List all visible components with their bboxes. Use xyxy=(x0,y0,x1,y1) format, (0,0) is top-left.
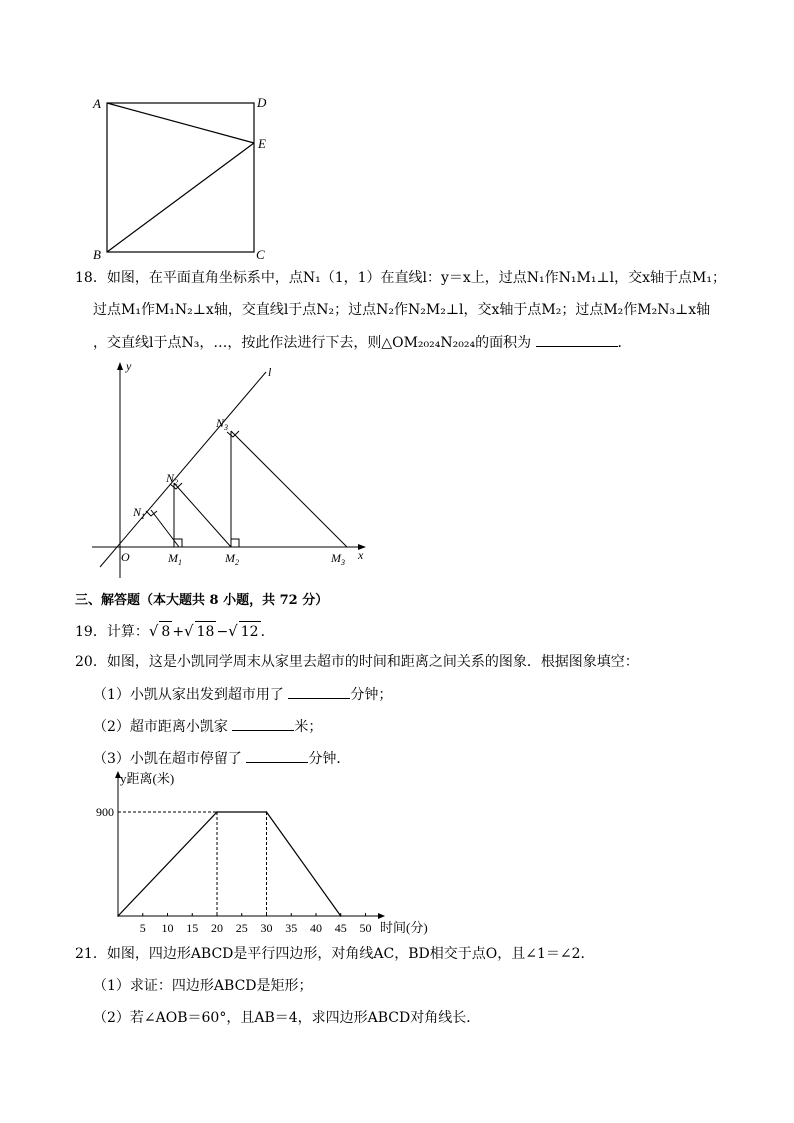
chart-y-label: y距离(米) xyxy=(120,771,175,786)
q19-op-2: − xyxy=(216,624,229,640)
label-m3: $M_3$ xyxy=(331,551,345,567)
q19-end: ． xyxy=(260,624,275,640)
series-point xyxy=(340,915,342,917)
label-o: O xyxy=(121,550,130,564)
q21-part2: （2）若∠AOB＝60°，且AB＝4，求四边形ABCD对角线长． xyxy=(93,1010,481,1026)
distance-time-chart xyxy=(82,768,442,940)
right-angle-m2 xyxy=(231,539,239,547)
label-c: C xyxy=(256,247,265,262)
x-tick-label: 40 xyxy=(310,921,322,935)
section-3-title: 三、解答题（本大题共 8 小题，共 72 分） xyxy=(75,593,329,608)
chart-x-arrow xyxy=(378,913,385,919)
q18-number: 18． xyxy=(75,270,107,286)
segment-n3m3 xyxy=(231,431,347,547)
q19-radicand-3: 12 xyxy=(239,621,261,642)
q19-radicand-2: 18 xyxy=(195,621,217,642)
segment-n2m2 xyxy=(174,483,231,547)
segment-ae xyxy=(107,103,254,143)
q20-part3-blank[interactable] xyxy=(246,748,308,763)
x-tick-label: 35 xyxy=(285,921,298,935)
y-axis-arrow xyxy=(117,362,123,370)
label-m1: $M_1$ xyxy=(168,551,182,567)
label-d: D xyxy=(257,95,267,110)
q20-part3-text: （3）小凯在超市停留了 xyxy=(93,751,242,767)
q21-part1: （1）求证：四边形ABCD是矩形； xyxy=(93,978,313,994)
label-n2: $N_2$ xyxy=(166,471,179,487)
coordinate-figure xyxy=(88,358,378,580)
q18-line1 xyxy=(75,268,726,288)
segment-be xyxy=(107,143,254,252)
q20-intro: 20．如图，这是小凯同学周末从家里去超市的时间和距离之间关系的图象．根据图象填空： xyxy=(75,654,639,670)
x-tick-label: 15 xyxy=(186,921,199,935)
axis-label-x: x xyxy=(358,548,364,562)
q20-part2-unit: 米； xyxy=(294,719,323,735)
x-tick-label: 5 xyxy=(139,921,146,935)
q19-op-1: + xyxy=(172,624,185,640)
sqrt-icon: √ xyxy=(184,622,194,640)
q20-part3 xyxy=(93,748,350,769)
q20-part1 xyxy=(93,684,392,705)
x-tick-label: 25 xyxy=(235,921,248,935)
x-tick-label: 20 xyxy=(211,921,223,935)
y-tick-label: 900 xyxy=(96,805,114,819)
q19-prefix: 19．计算： xyxy=(75,624,149,640)
line-l xyxy=(100,372,266,567)
series-point xyxy=(216,811,218,813)
q20-part1-unit: 分钟； xyxy=(350,687,393,703)
label-a: A xyxy=(93,96,101,111)
series-point xyxy=(266,811,268,813)
q20-part3-unit: 分钟． xyxy=(308,751,351,767)
x-tick-label: 10 xyxy=(161,921,174,935)
x-tick-label: 45 xyxy=(334,921,347,935)
label-m2: $M_2$ xyxy=(225,551,239,567)
q20-part2-blank[interactable] xyxy=(232,716,294,731)
right-angle-n3 xyxy=(227,431,239,437)
q19-line xyxy=(75,621,275,642)
q20-part1-blank[interactable] xyxy=(288,684,350,699)
q20-part1-text: （1）小凯从家出发到超市用了 xyxy=(93,687,284,703)
square-abcd xyxy=(107,103,254,252)
q19-radicand-1: 8 xyxy=(159,621,172,642)
q18-text-3-end: ． xyxy=(617,335,632,351)
label-l: l xyxy=(268,365,272,379)
q18-text-3: ，交直线l于点N₃，…，按此作法进行下去，则△OM₂₀₂₄N₂₀₂₄的面积为 xyxy=(93,335,532,351)
series-line xyxy=(118,812,341,916)
segment-n1m1 xyxy=(151,510,179,547)
label-n1: $N_1$ xyxy=(133,505,146,521)
label-n3: $N_3$ xyxy=(216,416,229,432)
sqrt-icon: √ xyxy=(148,622,159,640)
q18-text-1: 如图，在平面直角坐标系中，点N₁（1，1）在直线l：y＝x上，过点N₁作N₁M₁⊥l，交x轴于点M₁； xyxy=(106,270,726,286)
q18-line3 xyxy=(93,332,632,353)
sqrt-icon: √ xyxy=(228,622,238,640)
series-point xyxy=(117,915,119,917)
q18-answer-blank[interactable] xyxy=(536,332,618,347)
q20-part2-text: （2）超市距离小凯家 xyxy=(93,719,228,735)
chart-x-label: 时间(分) xyxy=(380,920,428,935)
q20-part2 xyxy=(93,716,322,737)
x-tick-label: 50 xyxy=(359,921,372,935)
axis-label-y: y xyxy=(126,359,132,373)
q21-intro: 21．如图，四边形ABCD是平行四边形，对角线AC，BD相交于点O，且∠1＝∠2． xyxy=(75,946,595,962)
label-e: E xyxy=(258,136,266,151)
q18-line2: 过点M₁作M₁N₂⊥x轴，交直线l于点N₂；过点N₂作N₂M₂⊥l，交x轴于点M₂；过点M₂作M₂N₃⊥x轴 xyxy=(93,302,711,318)
label-b: B xyxy=(93,247,101,262)
square-figure xyxy=(88,90,278,262)
x-tick-label: 30 xyxy=(260,921,273,935)
